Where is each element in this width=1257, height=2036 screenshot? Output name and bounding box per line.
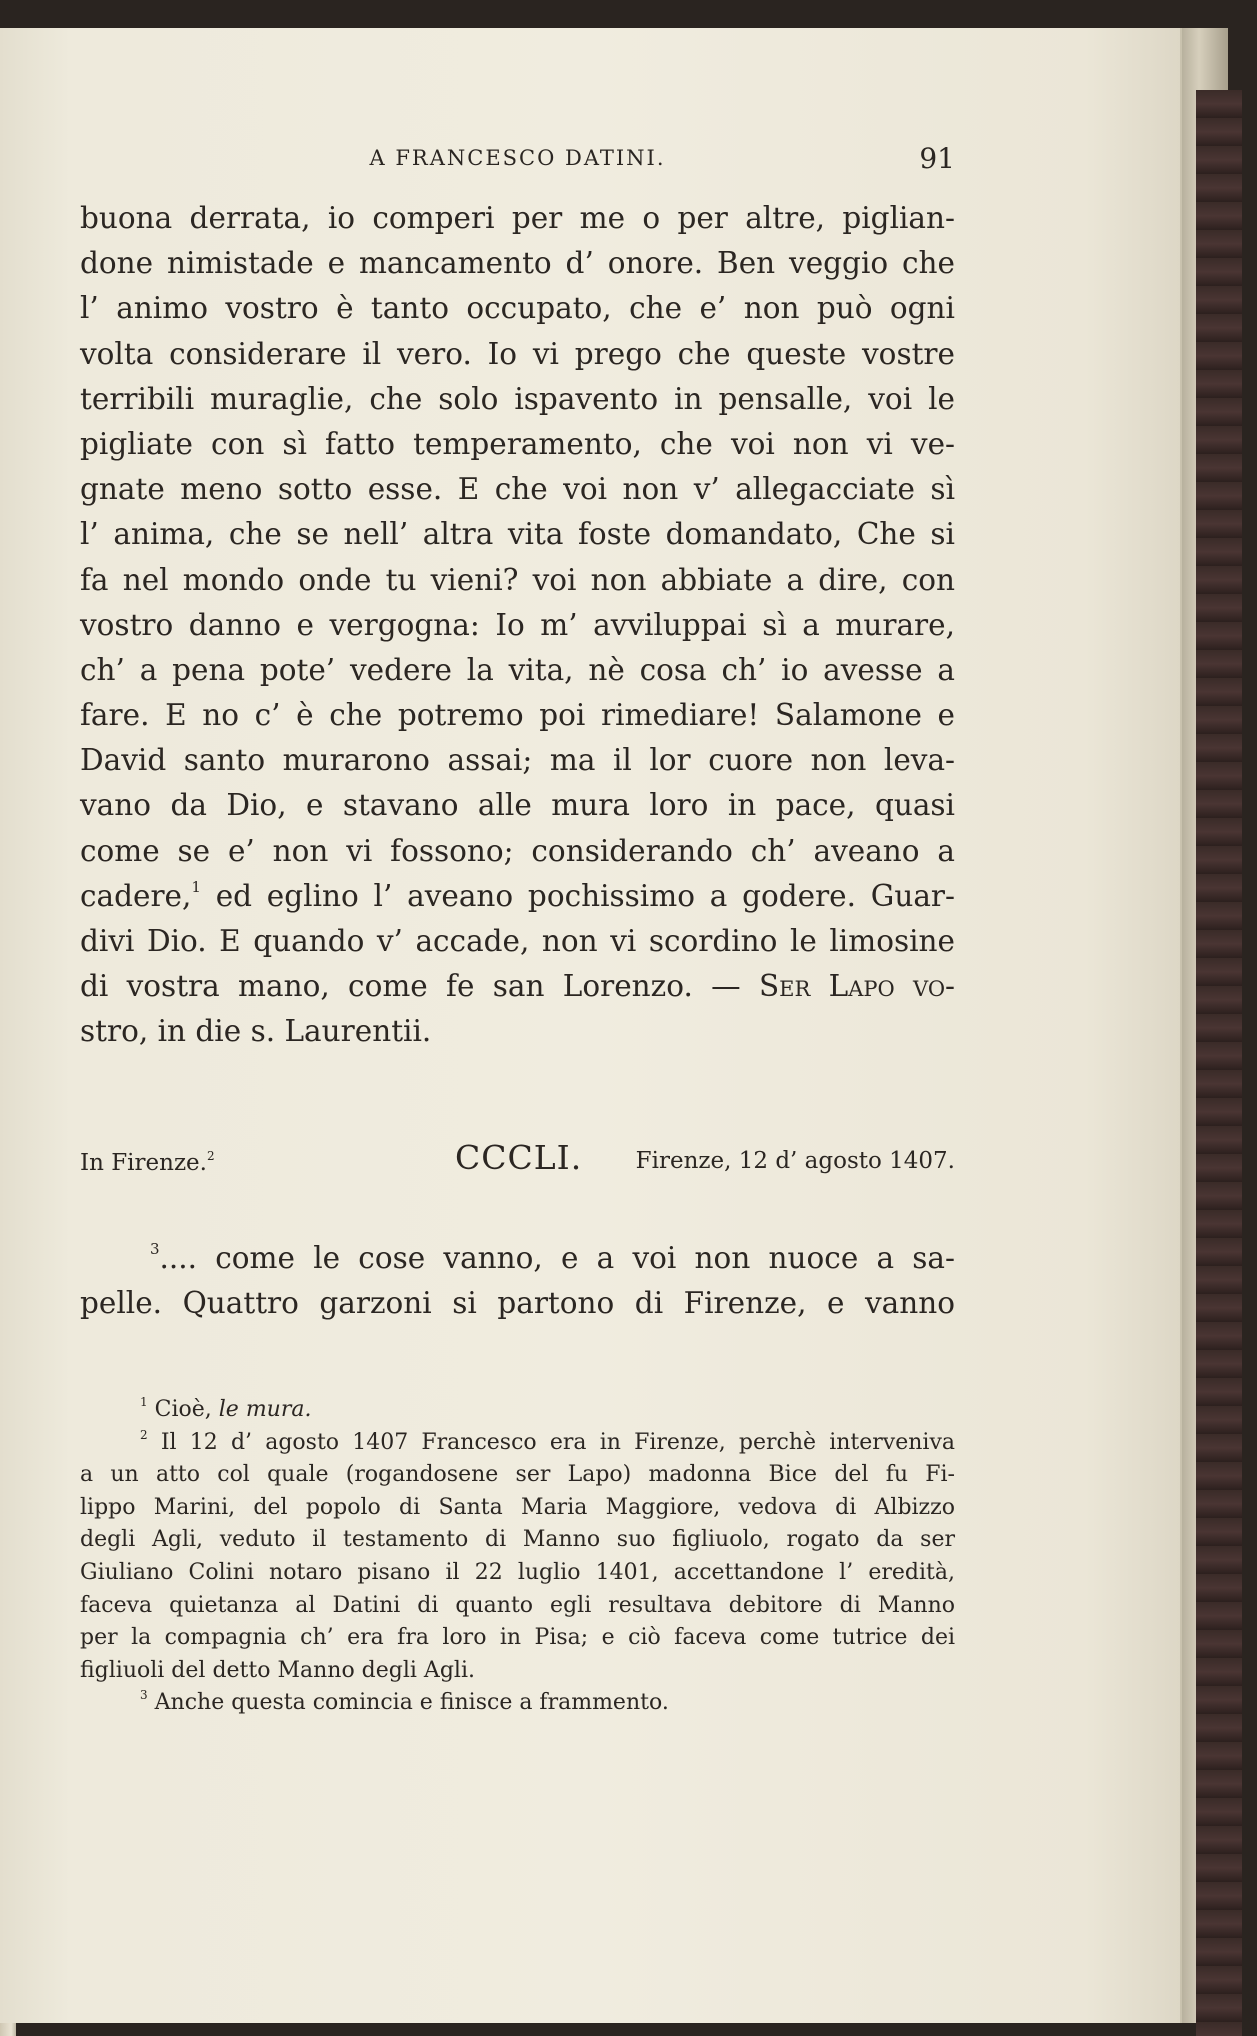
footnote-line: a un atto col quale (rogandosene ser Lapo) madonna Bice del fu Fi- [80, 1462, 955, 1488]
text-line [80, 1236, 955, 1281]
text-line: terribili muraglie, che solo ispavento in pensalle, voi le [80, 381, 955, 416]
running-head [80, 142, 955, 182]
letter-heading [80, 1138, 955, 1188]
text-line: fare. E no c’ è che potremo poi rimediare! Salamone e [80, 698, 955, 733]
text-line: stro, in die s. Laurentii. [80, 1014, 432, 1049]
running-title: A FRANCESCO DATINI. [369, 146, 666, 170]
text-line: vano da Dio, e stavano alle mura loro in pace, quasi [80, 788, 955, 823]
footnote-line: degli Agli, veduto il testamento di Manno suo figliuolo, rogato da ser [80, 1527, 955, 1553]
footnote-mark: 3 [140, 1688, 148, 1703]
letter-place [80, 1150, 215, 1176]
text-line: come se e’ non vi fossono; considerando ch’ aveano a [80, 833, 955, 868]
text-line: pigliate con sì fatto temperamento, che voi non vi ve- [80, 426, 955, 461]
footnote-italic: le mura. [218, 1397, 312, 1422]
page-number: 91 [919, 142, 955, 175]
footnote-ref-1: 1 [191, 877, 201, 896]
letter-number: CCCLI. [455, 1138, 583, 1177]
text-fragment: cadere, [80, 878, 192, 913]
text-line [80, 964, 955, 1009]
footnote-1 [80, 1394, 955, 1427]
letter-text [80, 1236, 955, 1326]
text-line: l’ anima, che se nell’ altra vita foste domandato, Che si [80, 517, 955, 552]
text-line [80, 874, 955, 919]
footnote-line: faceva quietanza al Datini di quanto egli resultava debitore di Manno [80, 1592, 955, 1618]
previous-letter-text [80, 196, 955, 1055]
signature: Ser Lapo vo- [758, 969, 956, 1004]
text-fragment: .... come le cose vanno, e a voi non nuoce a sa- [159, 1241, 955, 1275]
footnote-mark: 1 [140, 1395, 148, 1409]
text-line: l’ animo vostro è tanto occupato, che e’ non può ogni [80, 291, 955, 326]
text-line: ch’ a pena pote’ vedere la vita, nè cosa ch’ io avesse a [80, 652, 955, 687]
text-line: fa nel mondo onde tu vieni? voi non abbiate a dire, con [80, 562, 955, 597]
footnote-ref-3: 3 [150, 1240, 160, 1258]
text-line: done nimistade e mancamento d’ onore. Ben veggio che [80, 246, 955, 281]
footnotes [80, 1394, 955, 1720]
footnote-line: lippo Marini, del popolo di Santa Maria Maggiore, vedova di Albizzo [80, 1494, 955, 1520]
footnote-text: Cioè, [154, 1397, 219, 1422]
text-line: pelle. Quattro garzoni si partono di Firenze, e vanno [80, 1286, 955, 1321]
letter-date: Firenze, 12 d’ agosto 1407. [635, 1148, 955, 1174]
text-fragment: di vostra mano, come fe san Lorenzo. — [80, 969, 759, 1004]
footnote-text: Il 12 d’ agosto 1407 Francesco era in Firenze, perchè interveniva [160, 1429, 955, 1455]
footnote-line: figliuoli del detto Manno degli Agli. [80, 1657, 475, 1683]
text-line: divi Dio. E quando v’ accade, non vi scordino le limosine [80, 924, 955, 958]
footnote-line: Giuliano Colini notaro pisano il 22 luglio 1401, accettandone l’ eredità, [80, 1559, 955, 1585]
text-fragment: ed eglino l’ aveano pochissimo a godere. Guar- [200, 878, 955, 913]
text-line: volta considerare il vero. Io vi prego che queste vostre [80, 336, 955, 371]
footnote-ref-2: 2 [206, 1149, 215, 1163]
footnote-mark: 2 [140, 1427, 148, 1442]
text-line: buona derrata, io comperi per me o per altre, piglian- [80, 201, 955, 235]
book-spine [1196, 90, 1242, 2036]
footnote-line: per la compagnia ch’ era fra loro in Pisa; e ciò faceva come tutrice dei [80, 1625, 955, 1651]
text-line: gnate meno sotto esse. E che voi non v’ allegacciate sì [80, 472, 955, 507]
footnote-text: Anche questa comincia e finisce a frammento. [154, 1690, 669, 1716]
text-line: vostro danno e vergogna: Io m’ avviluppai sì a murare, [80, 607, 955, 642]
text-line: David santo murarono assai; ma il lor cuore non leva- [80, 743, 955, 778]
footnote-3 [80, 1687, 955, 1720]
place-text: In Firenze. [80, 1150, 207, 1176]
footnote-2 [80, 1427, 955, 1460]
